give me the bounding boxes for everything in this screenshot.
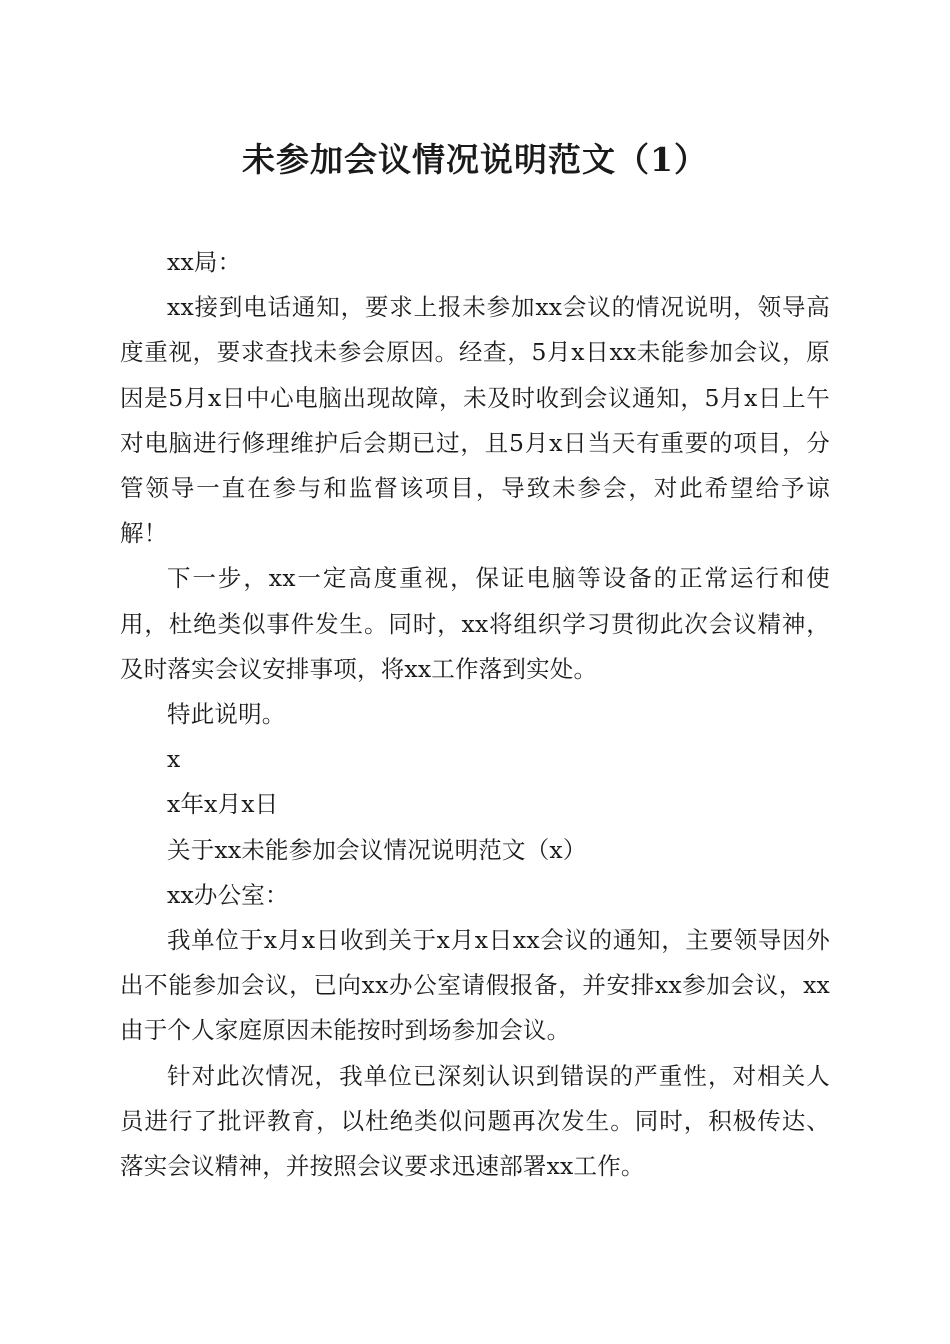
document-title: 未参加会议情况说明范文（1） bbox=[242, 140, 708, 179]
body-paragraph: 针对此次情况，我单位已深刻认识到错误的严重性，对相关人员进行了批评教育，以杜绝类似问题再次发生。同时，积极传达、落实会议精神，并按照会议要求迅速部署xx工作。 bbox=[120, 1061, 830, 1181]
body-paragraph: xx接到电话通知，要求上报未参加xx会议的情况说明，领导高度重视，要求查找未参会原因。经查，5月x日xx未能参加会议，原因是5月x日中心电脑出现故障，未及时收到会议通知，5月x日上午对电脑进行修理维护后会期已过，且5月x日当天有重要的项目，分管领导一直在参与和监督该项目，导致未参会，对此希望给予谅解！ bbox=[120, 293, 830, 548]
date-line: x年x月x日 bbox=[167, 790, 279, 819]
second-title: 关于xx未能参加会议情况说明范文（x） bbox=[167, 835, 587, 864]
closing-remark: 特此说明。 bbox=[167, 700, 286, 729]
salutation: xx办公室： bbox=[167, 880, 289, 909]
body-paragraph: 下一步，xx一定高度重视，保证电脑等设备的正常运行和使用，杜绝类似事件发生。同时，xx将组织学习贯彻此次会议精神，及时落实会议安排事项，将xx工作落到实处。 bbox=[120, 564, 830, 683]
document-page bbox=[120, 130, 830, 1189]
body-paragraph: 我单位于x月x日收到关于x月x日xx会议的通知，主要领导因外出不能参加会议，已向xx办公室请假报备，并安排xx参加会议，xx由于个人家庭原因未能按时到场参加会议。 bbox=[120, 926, 830, 1045]
signature: x bbox=[167, 745, 181, 774]
salutation: xx局： bbox=[167, 248, 242, 276]
